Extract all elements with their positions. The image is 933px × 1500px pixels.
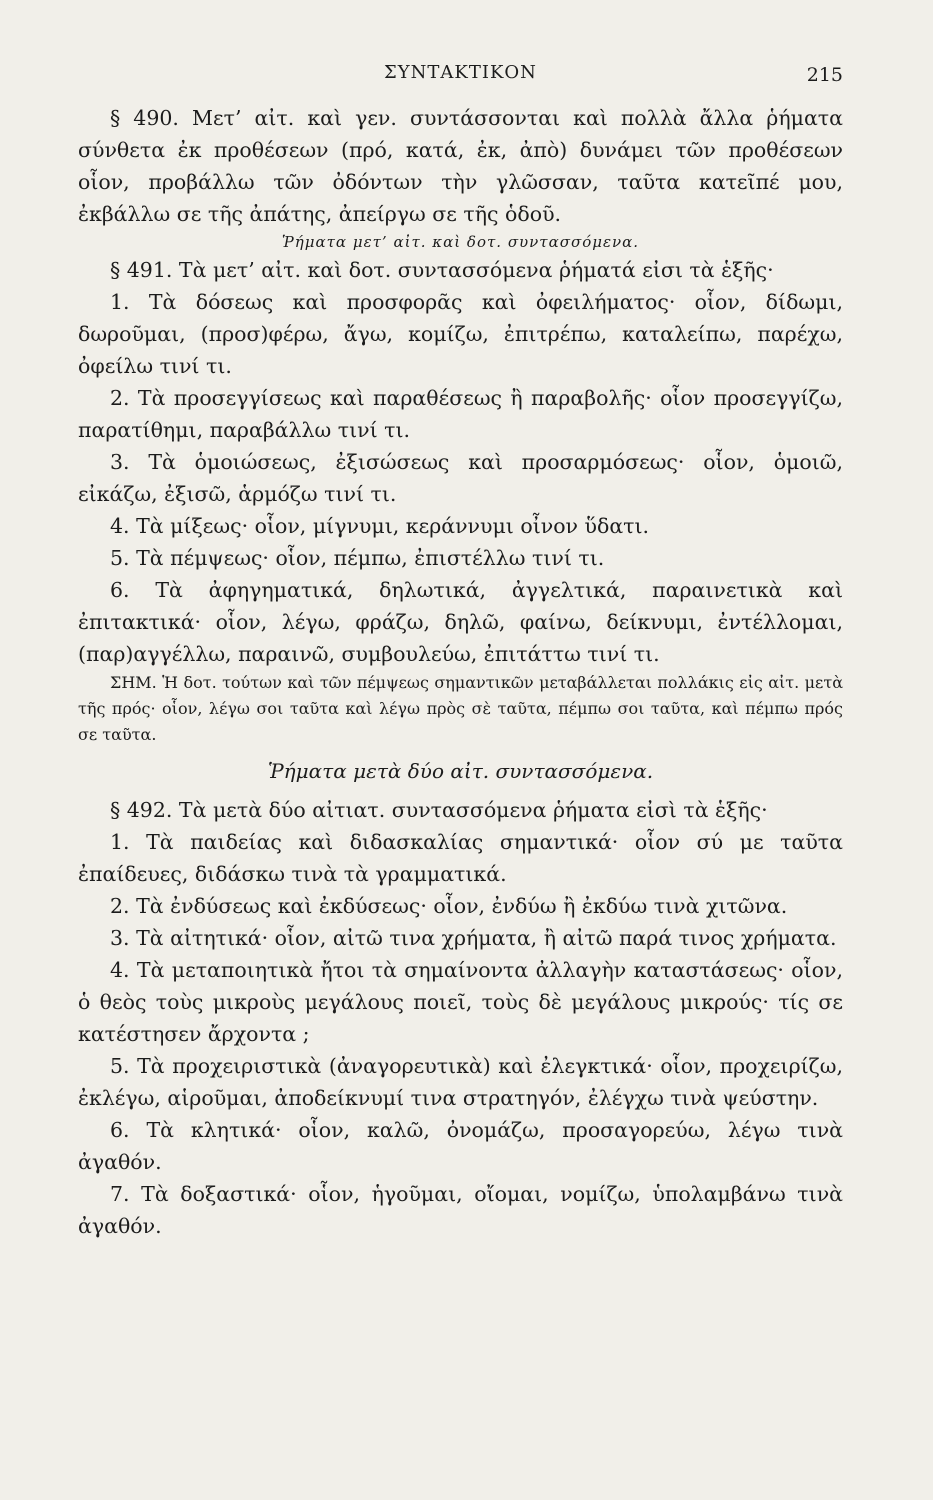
section-491-item-3: 3. Τὰ ὁμοιώσεως, ἐξισώσεως καὶ προσαρμόσεως· οἷον, ὁμοιῶ, εἰκάζω, ἐξισῶ, ἁρμόζω τινί τι. xyxy=(78,450,843,506)
note: ΣΗΜ. Ἡ δοτ. τούτων καὶ τῶν πέμψεως σημαντικῶν μεταβάλλεται πολλάκις εἰς αἰτ. μετὰ τῆς πρός· οἷον, λέγω σοι ταῦτα καὶ λέγω πρὸς σὲ ταῦτα, πέμπω σοι ταῦτα, καὶ πέμπω πρός σε ταῦτα. xyxy=(78,673,843,744)
section-492-item-2: 2. Τὰ ἐνδύσεως καὶ ἐκδύσεως· οἷον, ἐνδύω ἢ ἐκδύω τινὰ χιτῶνα. xyxy=(110,894,788,918)
section-492-item-1: 1. Τὰ παιδείας καὶ διδασκαλίας σημαντικά· οἷον σύ με ταῦτα ἐπαίδευες, διδάσκω τινὰ τὰ γραμματικά. xyxy=(78,830,843,886)
section-491-item-2: 2. Τὰ προσεγγίσεως καὶ παραθέσεως ἢ παραβολῆς· οἷον προσεγγίζω, παρατίθημι, παραβάλλω τινί τι. xyxy=(78,386,843,442)
running-title: ΣΥΝΤΑΚΤΙΚΟΝ xyxy=(384,62,537,83)
section-491-item-4: 4. Τὰ μίξεως· οἷον, μίγνυμι, κεράννυμι οἶνον ὕδατι. xyxy=(110,514,650,538)
section-490: § 490. Μετ’ αἰτ. καὶ γεν. συντάσσονται καὶ πολλὰ ἄλλα ῥήματα σύνθετα ἐκ προθέσεων (πρό, κατά, ἐκ, ἀπὸ) δυνάμει τῶν προθέσεων οἷον, προβάλλω τῶν ὀδόντων τὴν γλῶσσαν, ταῦτα κατεῖπέ μου, ἐκβάλλω σε τῆς ἀπάτης, ἀπείργω σε τῆς ὁδοῦ. xyxy=(78,106,843,226)
page-header xyxy=(78,62,843,96)
section-492: § 492. Τὰ μετὰ δύο αἰτιατ. συντασσόμενα ῥήματα εἰσὶ τὰ ἑξῆς· xyxy=(110,798,768,822)
section-492-item-4: 4. Τὰ μεταποιητικὰ ἤτοι τὰ σημαίνοντα ἀλλαγὴν καταστάσεως· οἷον, ὁ θεὸς τοὺς μικροὺς μεγάλους ποιεῖ, τοὺς δὲ μεγάλους μικρούς· τίς σε κατέστησεν ἄρχοντα ; xyxy=(78,958,843,1046)
section-491: § 491. Τὰ μετ’ αἰτ. καὶ δοτ. συντασσόμενα ῥήματά εἰσι τὰ ἑξῆς· xyxy=(110,258,774,282)
section-492-item-6: 6. Τὰ κλητικά· οἷον, καλῶ, ὀνομάζω, προσαγορεύω, λέγω τινὰ ἀγαθόν. xyxy=(78,1118,843,1174)
page-number: 215 xyxy=(806,64,843,86)
section-492-item-3: 3. Τὰ αἰτητικά· οἷον, αἰτῶ τινα χρήματα, ἢ αἰτῶ παρά τινος χρήματα. xyxy=(110,926,837,950)
section-492-item-5: 5. Τὰ προχειριστικὰ (ἀναγορευτικὰ) καὶ ἐλεγκτικά· οἷον, προχειρίζω, ἐκλέγω, αἱροῦμαι, ἀποδείκνυμί τινα στρατηγόν, ἐλέγχω τινὰ ψεύστην. xyxy=(78,1054,843,1110)
subheading-two-acc: Ῥήματα μετὰ δύο αἰτ. συντασσόμενα. xyxy=(267,759,654,783)
section-491-item-1: 1. Τὰ δόσεως καὶ προσφορᾶς καὶ ὀφειλήματος· οἷον, δίδωμι, δωροῦμαι, (προσ)φέρω, ἄγω, κομίζω, ἐπιτρέπω, καταλείπω, παρέχω, ὀφείλω τινί τι. xyxy=(78,290,843,378)
section-491-item-6: 6. Τὰ ἀφηγηματικά, δηλωτικά, ἀγγελτικά, παραινετικὰ καὶ ἐπιτακτικά· οἷον, λέγω, φράζω, δηλῶ, φαίνω, δείκνυμι, ἐντέλλομαι, (παρ)αγγέλλω, παραινῶ, συμβουλεύω, ἐπιτάττω τινί τι. xyxy=(78,578,843,666)
subheading-acc-dat: Ῥήματα μετ’ αἰτ. καὶ δοτ. συντασσόμενα. xyxy=(281,233,640,251)
section-492-item-7: 7. Τὰ δοξαστικά· οἷον, ἡγοῦμαι, οἴομαι, νομίζω, ὑπολαμβάνω τινὰ ἀγαθόν. xyxy=(78,1182,843,1238)
section-491-item-5: 5. Τὰ πέμψεως· οἷον, πέμπω, ἐπιστέλλω τινί τι. xyxy=(110,546,605,570)
